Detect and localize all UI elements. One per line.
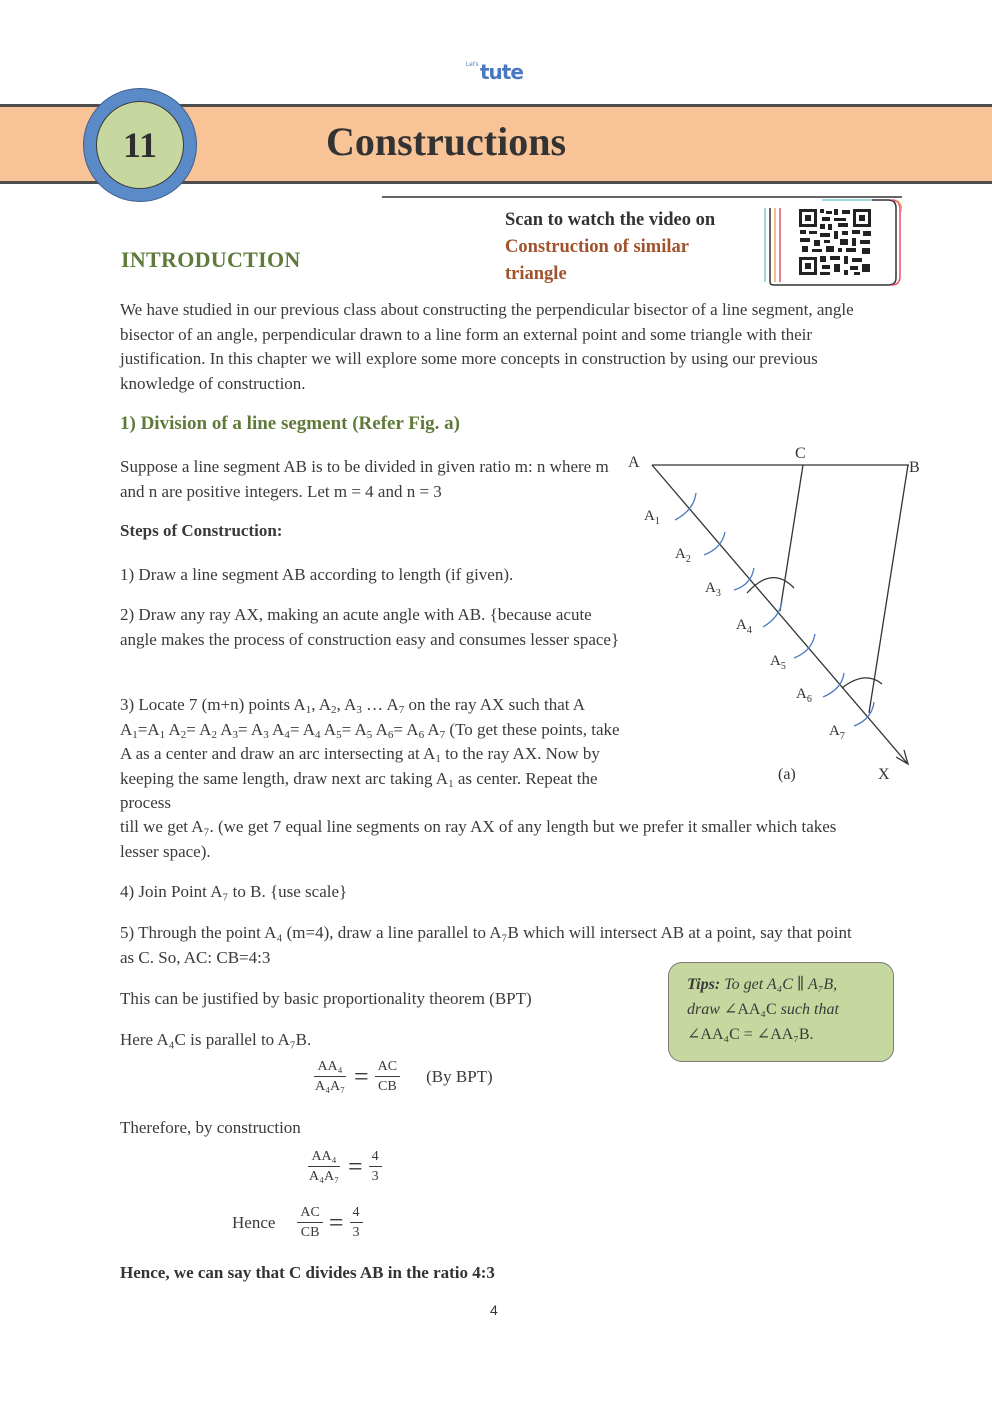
svg-text:C: C [795, 445, 806, 462]
svg-text:A7: $A_7$ [829, 723, 845, 742]
video-link-title[interactable]: Construction of similar [505, 237, 689, 257]
svg-text:(a): (a) [778, 766, 796, 783]
therefore-text: Therefore, by construction [120, 1118, 301, 1137]
step-2: 2) Draw any ray AX, making an acute angle with AB. {because acute angle makes the process of construction easy and consumes lesser space} [120, 605, 620, 649]
step-1: 1) Draw a line segment AB according to length (if given). [120, 565, 514, 584]
construction-figure [610, 440, 940, 790]
lets-tute-logo [462, 58, 532, 88]
svg-text:B: B [909, 459, 920, 476]
step-3: 3) Locate 7 (m+n) points $A_1$, $A_2$, $A_3$ … $A_7$ on the ray AX such that A $A_1=A_1$ $A_2= A_2$ $A_3= A_3$ $A_4= A_4$ $A_5= A_5$ $A_6= A_6$ $A_7$ (To get these points, take A as a center and draw an arc intersecting at $A_1$ to the ray AX. Now by keeping the same length, draw next arc taking $A_1$ as center. Repeat the process [120, 695, 620, 812]
chapter-number-badge [83, 88, 197, 202]
section-heading-division: 1) Division of a line segment (Refer Fig. a) [120, 413, 461, 434]
video-prompt [505, 207, 755, 288]
tips-label: Tips: [687, 976, 721, 993]
svg-text:A2: $A_2$ [675, 546, 691, 565]
qr-code-frame[interactable] [762, 198, 902, 286]
video-prompt-line1: Scan to watch the video on [505, 210, 716, 230]
step-4: 4) Join Point A₇ to B. {use scale} [120, 882, 348, 901]
svg-text:A: A [628, 454, 640, 471]
svg-text:A5: $A_5$ [770, 653, 786, 672]
logo-brand-text: tute [480, 60, 523, 84]
svg-text:A6: $A_6$ [796, 686, 812, 705]
tips-box: Tips: To get A₄C ∥ A₇B, draw ∠AA₄C such that ∠AA₄C = ∠AA₇B. [668, 962, 894, 1062]
equation-hence: Hence $\frac{AC}{CB}$ = $\frac{4}{3}$ [232, 1204, 363, 1241]
page-number: 4 [490, 1302, 498, 1318]
equation-bpt: $\frac{\text{AA₄}}{\text{A₄A₇}}$ = $\frac{AC}{CB}$ (By BPT) [315, 1059, 493, 1094]
step-5: 5) Through the point A₄ (m=4), draw a line parallel to A₇B which will intersect AB at a point, say that point as C. So, AC: CB=4:3 [120, 923, 852, 967]
svg-text:A1: $A_1$ [644, 508, 660, 527]
step-3-continued: till we get A₇. (we get 7 equal line segments on ray AX of any length but we prefer it smaller which takes lesser space). [120, 817, 837, 861]
equation-construction: $\frac{\text{AA₄}}{\text{A₄A₇}}$ = $\frac{4}{3}$ [306, 1148, 382, 1185]
parallel-statement: Here A₄C is parallel to A₇B. [120, 1030, 312, 1049]
justification-text: This can be justified by basic proportionality theorem (BPT) [120, 989, 532, 1008]
svg-text:A3: $A_3$ [705, 580, 721, 599]
suppose-paragraph: Suppose a line segment AB is to be divided in given ratio m: n where m and n are positive integers. Let m = 4 and n = 3 [120, 457, 609, 501]
logo-small-text: Let's [466, 62, 479, 68]
introduction-text: We have studied in our previous class about constructing the perpendicular bisector of a line segment, angle bisector of an angle, perpendicular drawn to a line form an external point and some triangle with their justification. In this chapter we will explore some more concepts in construction by using our previous knowledge of construction. [120, 300, 854, 393]
chapter-number: 11 [96, 101, 184, 189]
svg-text:X: X [878, 766, 890, 783]
chapter-title: Constructions [326, 119, 567, 164]
video-link-title-cont[interactable]: triangle [505, 264, 567, 284]
qr-code-icon [798, 208, 872, 276]
steps-heading: Steps of Construction: [120, 521, 283, 540]
conclusion-text: Hence, we can say that C divides AB in the ratio 4:3 [120, 1263, 495, 1282]
introduction-heading: INTRODUCTION [121, 247, 301, 272]
svg-text:A4: $A_4$ [736, 617, 752, 636]
